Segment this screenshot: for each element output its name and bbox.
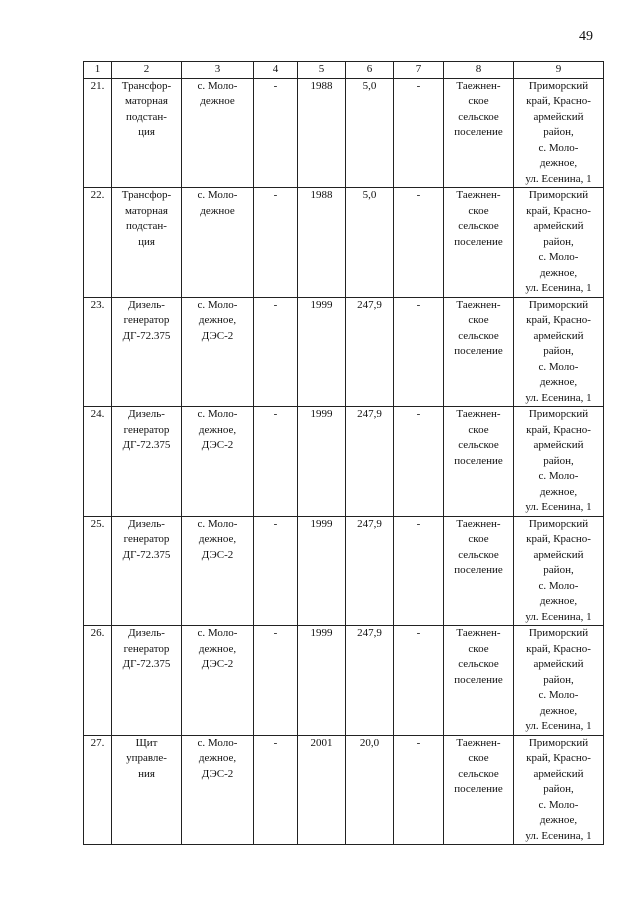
- object-name: [112, 78, 182, 188]
- address-line: Приморский: [528, 736, 589, 749]
- column-header: 6: [346, 62, 394, 79]
- address-line: район,: [543, 126, 574, 138]
- address-line: дежное,: [539, 485, 578, 498]
- address-line: дежное,: [539, 814, 578, 826]
- table-row: [84, 626, 604, 736]
- owner-line: сельское: [458, 110, 499, 123]
- owner: [444, 78, 514, 188]
- address-line: край, Красно-: [526, 533, 591, 545]
- column-4-value: -: [254, 516, 298, 626]
- page-number: 49: [579, 29, 593, 44]
- address-line: с. Моло-: [538, 470, 579, 482]
- object-location: [182, 407, 254, 517]
- address-line: Приморский: [528, 517, 589, 530]
- amount-value: 5,0: [346, 78, 394, 188]
- address-line: с. Моло-: [538, 141, 579, 154]
- address-line: дежное,: [539, 595, 578, 607]
- address-line: с. Моло-: [538, 360, 579, 373]
- object-name-line: управле-: [126, 752, 167, 764]
- address-line: край, Красно-: [526, 95, 591, 107]
- owner-line: Таежнен-: [456, 627, 501, 639]
- column-header: 3: [182, 62, 254, 79]
- address-line: край, Красно-: [526, 642, 591, 655]
- row-number: 21.: [84, 78, 112, 188]
- owner-line: поселение: [454, 783, 503, 795]
- column-4-value: -: [254, 297, 298, 407]
- column-header: 4: [254, 62, 298, 79]
- object-name: [112, 407, 182, 517]
- address-line: ул. Есенина, 1: [525, 282, 592, 294]
- column-4-value: -: [254, 188, 298, 298]
- column-7-value: -: [394, 735, 444, 845]
- address-line: край, Красно-: [526, 423, 591, 436]
- owner-line: Таежнен-: [456, 79, 501, 92]
- address: [514, 407, 604, 517]
- object-name-line: маторная: [125, 204, 168, 217]
- year-value: 1988: [298, 78, 346, 188]
- registry-table: [83, 61, 604, 845]
- address: [514, 516, 604, 626]
- object-location-line: ДЭС-2: [201, 439, 234, 451]
- address-line: ул. Есенина, 1: [525, 829, 592, 842]
- owner-line: поселение: [454, 345, 503, 357]
- owner-line: ское: [468, 314, 489, 326]
- table-row: [84, 516, 604, 626]
- table-row: [84, 188, 604, 298]
- object-name-line: ДГ-72.375: [122, 329, 171, 342]
- year-value: 1988: [298, 188, 346, 298]
- year-value: 1999: [298, 626, 346, 736]
- object-location: [182, 78, 254, 188]
- column-7-value: -: [394, 188, 444, 298]
- object-location-line: ДЭС-2: [201, 548, 234, 561]
- column-header: 8: [444, 62, 514, 79]
- table-row: [84, 297, 604, 407]
- owner-line: ское: [468, 423, 489, 436]
- object-name-line: генератор: [123, 423, 170, 436]
- object-location: [182, 188, 254, 298]
- address-line: Приморский: [528, 189, 589, 201]
- object-location-line: ДЭС-2: [201, 658, 234, 670]
- owner: [444, 407, 514, 517]
- owner-line: Таежнен-: [456, 517, 501, 530]
- amount-value: 247,9: [346, 516, 394, 626]
- column-4-value: -: [254, 78, 298, 188]
- column-4-value: -: [254, 407, 298, 517]
- column-4-value: -: [254, 735, 298, 845]
- owner-line: поселение: [454, 673, 503, 686]
- owner-line: сельское: [458, 439, 499, 451]
- object-name-line: ния: [138, 767, 155, 780]
- address-line: армейский: [533, 658, 584, 670]
- address-line: с. Моло-: [538, 798, 579, 811]
- table-row: [84, 407, 604, 517]
- column-7-value: -: [394, 297, 444, 407]
- object-name: [112, 516, 182, 626]
- column-header: 5: [298, 62, 346, 79]
- address-line: ул. Есенина, 1: [525, 172, 592, 185]
- address-line: край, Красно-: [526, 204, 591, 217]
- row-number: 23.: [84, 297, 112, 407]
- address-line: армейский: [533, 548, 584, 561]
- year-value: 1999: [298, 297, 346, 407]
- object-name-line: ДГ-72.375: [122, 658, 171, 670]
- address-line: дежное,: [539, 157, 578, 169]
- object-name-line: генератор: [123, 314, 170, 326]
- object-location-line: дежное,: [198, 533, 237, 545]
- address-line: Приморский: [528, 79, 589, 92]
- column-7-value: -: [394, 407, 444, 517]
- row-number: 24.: [84, 407, 112, 517]
- object-name: [112, 297, 182, 407]
- address: [514, 626, 604, 736]
- amount-value: 247,9: [346, 407, 394, 517]
- object-name-line: Трансфор-: [121, 79, 172, 92]
- owner-line: поселение: [454, 454, 503, 467]
- column-4-value: -: [254, 626, 298, 736]
- object-name-line: Дизель-: [128, 627, 165, 639]
- address-line: армейский: [533, 329, 584, 342]
- year-value: 2001: [298, 735, 346, 845]
- owner: [444, 735, 514, 845]
- owner-line: сельское: [458, 767, 499, 780]
- owner-line: Таежнен-: [456, 189, 501, 201]
- object-location-line: ДЭС-2: [201, 767, 234, 780]
- row-number: 27.: [84, 735, 112, 845]
- address-line: армейский: [533, 220, 584, 232]
- object-name-line: Трансфор-: [121, 189, 172, 201]
- object-name-line: маторная: [125, 95, 168, 107]
- column-header: 9: [514, 62, 604, 79]
- owner-line: ское: [468, 642, 489, 655]
- object-location-line: дежное: [200, 204, 235, 217]
- owner: [444, 626, 514, 736]
- address-line: армейский: [533, 767, 584, 780]
- address-line: с. Моло-: [538, 689, 579, 701]
- object-location-line: дежное,: [198, 642, 237, 655]
- object-name-line: генератор: [123, 642, 170, 655]
- table-row: [84, 735, 604, 845]
- object-location: [182, 516, 254, 626]
- object-location-line: с. Моло-: [197, 517, 238, 530]
- object-name-line: подстан-: [126, 220, 167, 232]
- column-7-value: -: [394, 78, 444, 188]
- address-line: ул. Есенина, 1: [525, 391, 592, 404]
- amount-value: 247,9: [346, 626, 394, 736]
- owner-line: сельское: [458, 329, 499, 342]
- year-value: 1999: [298, 407, 346, 517]
- owner-line: Таежнен-: [456, 408, 501, 420]
- owner: [444, 297, 514, 407]
- object-name-line: Дизель-: [128, 298, 165, 311]
- object-location: [182, 626, 254, 736]
- owner-line: Таежнен-: [456, 736, 501, 749]
- address-line: Приморский: [528, 408, 589, 420]
- object-location-line: с. Моло-: [197, 79, 238, 92]
- object-name-line: ция: [138, 235, 155, 248]
- owner: [444, 188, 514, 298]
- owner-line: ское: [468, 533, 489, 545]
- address-line: ул. Есенина, 1: [525, 610, 592, 623]
- amount-value: 5,0: [346, 188, 394, 298]
- address-line: Приморский: [528, 298, 589, 311]
- owner-line: поселение: [454, 126, 503, 138]
- address-line: ул. Есенина, 1: [525, 501, 592, 513]
- address-line: с. Моло-: [538, 251, 579, 263]
- owner-line: поселение: [454, 564, 503, 576]
- column-header: 1: [84, 62, 112, 79]
- address-line: Приморский: [528, 627, 589, 639]
- object-name-line: подстан-: [126, 110, 167, 123]
- object-location-line: с. Моло-: [197, 189, 238, 201]
- object-location-line: дежное,: [198, 752, 237, 764]
- address: [514, 735, 604, 845]
- column-7-value: -: [394, 516, 444, 626]
- address-line: район,: [543, 345, 574, 357]
- address-line: район,: [543, 783, 574, 795]
- year-value: 1999: [298, 516, 346, 626]
- address-line: ул. Есенина, 1: [525, 720, 592, 732]
- object-name-line: Дизель-: [128, 517, 165, 530]
- object-name-line: Щит: [135, 736, 158, 749]
- object-location-line: с. Моло-: [197, 408, 238, 420]
- address: [514, 188, 604, 298]
- address-line: с. Моло-: [538, 579, 579, 592]
- object-name-line: ДГ-72.375: [122, 439, 171, 451]
- address-line: дежное,: [539, 704, 578, 717]
- address: [514, 297, 604, 407]
- address-line: дежное,: [539, 376, 578, 388]
- column-7-value: -: [394, 626, 444, 736]
- address: [514, 78, 604, 188]
- owner-line: сельское: [458, 548, 499, 561]
- address-line: край, Красно-: [526, 314, 591, 326]
- object-name: [112, 626, 182, 736]
- address-line: армейский: [533, 110, 584, 123]
- column-header: 2: [112, 62, 182, 79]
- owner-line: сельское: [458, 220, 499, 232]
- object-name-line: генератор: [123, 533, 170, 545]
- row-number: 25.: [84, 516, 112, 626]
- object-name-line: Дизель-: [128, 408, 165, 420]
- owner-line: ское: [468, 204, 489, 217]
- address-line: край, Красно-: [526, 752, 591, 764]
- object-location-line: дежное,: [198, 423, 237, 436]
- object-location: [182, 735, 254, 845]
- address-line: дежное,: [539, 266, 578, 279]
- address-line: армейский: [533, 439, 584, 451]
- column-header: 7: [394, 62, 444, 79]
- object-location-line: с. Моло-: [197, 298, 238, 311]
- owner-line: сельское: [458, 658, 499, 670]
- object-location-line: дежное,: [198, 314, 237, 326]
- row-number: 22.: [84, 188, 112, 298]
- owner-line: Таежнен-: [456, 298, 501, 311]
- amount-value: 247,9: [346, 297, 394, 407]
- address-line: район,: [543, 454, 574, 467]
- object-name: [112, 735, 182, 845]
- address-line: район,: [543, 564, 574, 576]
- owner-line: ское: [468, 752, 489, 764]
- owner: [444, 516, 514, 626]
- address-line: район,: [543, 235, 574, 248]
- table-body: [84, 78, 604, 845]
- amount-value: 20,0: [346, 735, 394, 845]
- owner-line: поселение: [454, 235, 503, 248]
- object-name-line: ция: [138, 126, 155, 138]
- object-location: [182, 297, 254, 407]
- address-line: район,: [543, 673, 574, 686]
- object-location-line: с. Моло-: [197, 736, 238, 749]
- owner-line: ское: [468, 95, 489, 107]
- object-location-line: с. Моло-: [197, 627, 238, 639]
- object-location-line: дежное: [200, 95, 235, 107]
- object-name-line: ДГ-72.375: [122, 548, 171, 561]
- object-name: [112, 188, 182, 298]
- row-number: 26.: [84, 626, 112, 736]
- object-location-line: ДЭС-2: [201, 329, 234, 342]
- table-row: [84, 78, 604, 188]
- header-row: [84, 62, 604, 79]
